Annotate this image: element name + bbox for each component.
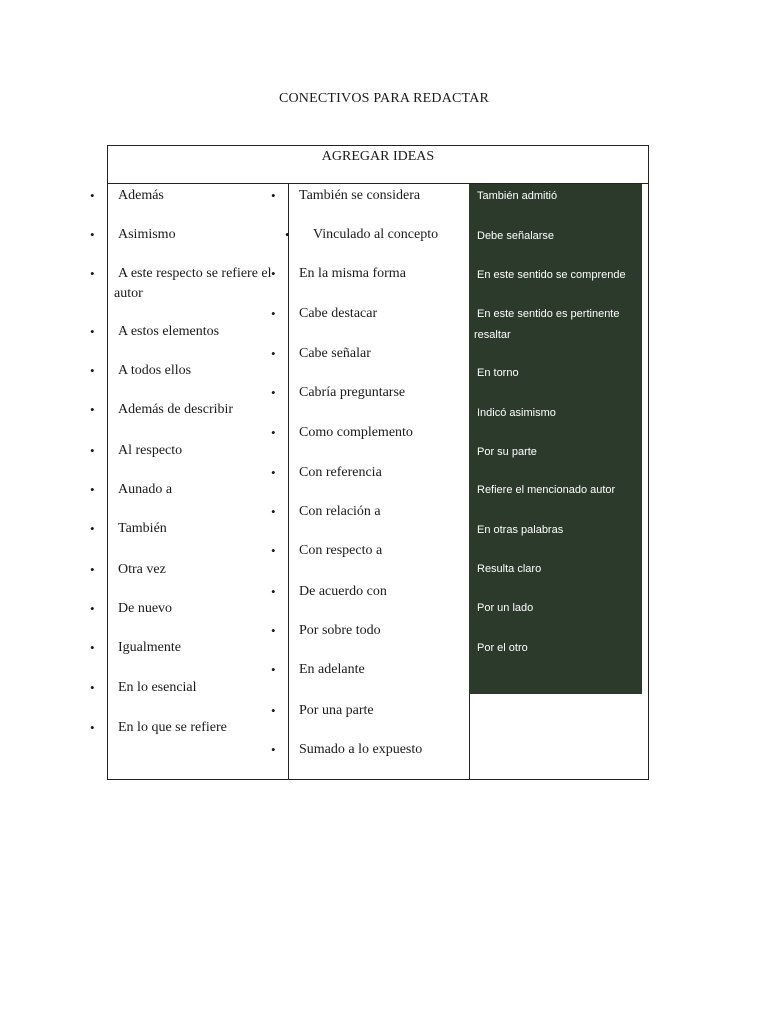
list-item: Igualmente xyxy=(118,640,181,655)
bullet-icon: • xyxy=(90,482,95,497)
bullet-icon: • xyxy=(271,662,276,677)
bullet-icon: • xyxy=(90,324,95,339)
list-item: resaltar xyxy=(474,329,511,341)
bullet-icon: • xyxy=(271,703,276,718)
list-item: Vinculado al concepto xyxy=(313,227,439,242)
list-item: Debe señalarse xyxy=(477,230,555,242)
list-item: En este sentido es pertinente xyxy=(477,308,620,320)
list-item: Otra vez xyxy=(118,562,166,577)
list-item: También se considera xyxy=(299,188,421,203)
document-title: CONECTIVOS PARA REDACTAR xyxy=(278,91,490,106)
list-item: Con respecto a xyxy=(299,543,383,558)
list-item: De nuevo xyxy=(118,601,173,616)
list-item: Por una parte xyxy=(299,703,374,718)
bullet-icon: • xyxy=(90,363,95,378)
bullet-icon: • xyxy=(90,640,95,655)
list-item: Además xyxy=(118,188,164,203)
list-item: En este sentido se comprende xyxy=(477,269,626,281)
list-item: Indicó asimismo xyxy=(477,407,556,419)
bullet-icon: • xyxy=(271,306,276,321)
bullet-icon: • xyxy=(90,188,95,203)
list-item: Aunado a xyxy=(118,482,173,497)
list-item: Además de describir xyxy=(118,402,234,417)
list-item: A todos ellos xyxy=(118,363,192,378)
list-item: Por sobre todo xyxy=(299,623,381,638)
bullet-icon: • xyxy=(90,227,95,242)
list-item: Refiere el mencionado autor xyxy=(477,484,616,496)
bullet-icon: • xyxy=(271,465,276,480)
bullet-icon: • xyxy=(90,521,95,536)
list-item: De acuerdo con xyxy=(299,584,387,599)
bullet-icon: • xyxy=(271,425,276,440)
list-item: En lo esencial xyxy=(118,680,197,695)
bullet-icon: • xyxy=(271,543,276,558)
list-item: Por el otro xyxy=(477,642,528,654)
bullet-icon: • xyxy=(90,720,95,735)
list-item: En otras palabras xyxy=(477,524,564,536)
bullet-icon: • xyxy=(271,385,276,400)
list-item: Cabe señalar xyxy=(299,346,371,361)
bullet-icon: • xyxy=(90,680,95,695)
bullet-icon: • xyxy=(90,443,95,458)
list-item: Sumado a lo expuesto xyxy=(299,742,423,757)
list-item: A este respecto se refiere el autor xyxy=(114,266,272,301)
list-item: Resulta claro xyxy=(477,563,542,575)
bullet-icon: • xyxy=(90,562,95,577)
list-item: En lo que se refiere xyxy=(118,720,227,735)
bullet-icon: • xyxy=(271,266,276,281)
list-item: También xyxy=(118,521,167,536)
bullet-icon: • xyxy=(285,227,290,242)
list-item: En adelante xyxy=(299,662,365,677)
bullet-icon: • xyxy=(90,402,95,417)
list-item: Cabe destacar xyxy=(299,306,378,321)
list-item: Por un lado xyxy=(477,602,534,614)
bullet-icon: • xyxy=(271,742,276,757)
list-item: Cabría preguntarse xyxy=(299,385,406,400)
list-item: Con referencia xyxy=(299,465,382,480)
table-header: AGREGAR IDEAS xyxy=(108,146,648,184)
list-item: Por su parte xyxy=(477,446,537,458)
bullet-icon: • xyxy=(271,346,276,361)
list-item: En la misma forma xyxy=(299,266,406,281)
bullet-icon: • xyxy=(271,623,276,638)
list-item: En torno xyxy=(477,367,519,379)
column-divider xyxy=(288,184,289,779)
bullet-icon: • xyxy=(271,584,276,599)
list-item: Asimismo xyxy=(118,227,176,242)
bullet-icon: • xyxy=(271,188,276,203)
bullet-icon: • xyxy=(271,504,276,519)
list-item: Con relación a xyxy=(299,504,381,519)
bullet-icon: • xyxy=(90,601,95,616)
bullet-icon: • xyxy=(90,266,95,281)
list-item: Al respecto xyxy=(118,443,183,458)
list-item: También admitió xyxy=(477,190,558,202)
list-item: Como complemento xyxy=(299,425,413,440)
list-item: A estos elementos xyxy=(118,324,220,339)
